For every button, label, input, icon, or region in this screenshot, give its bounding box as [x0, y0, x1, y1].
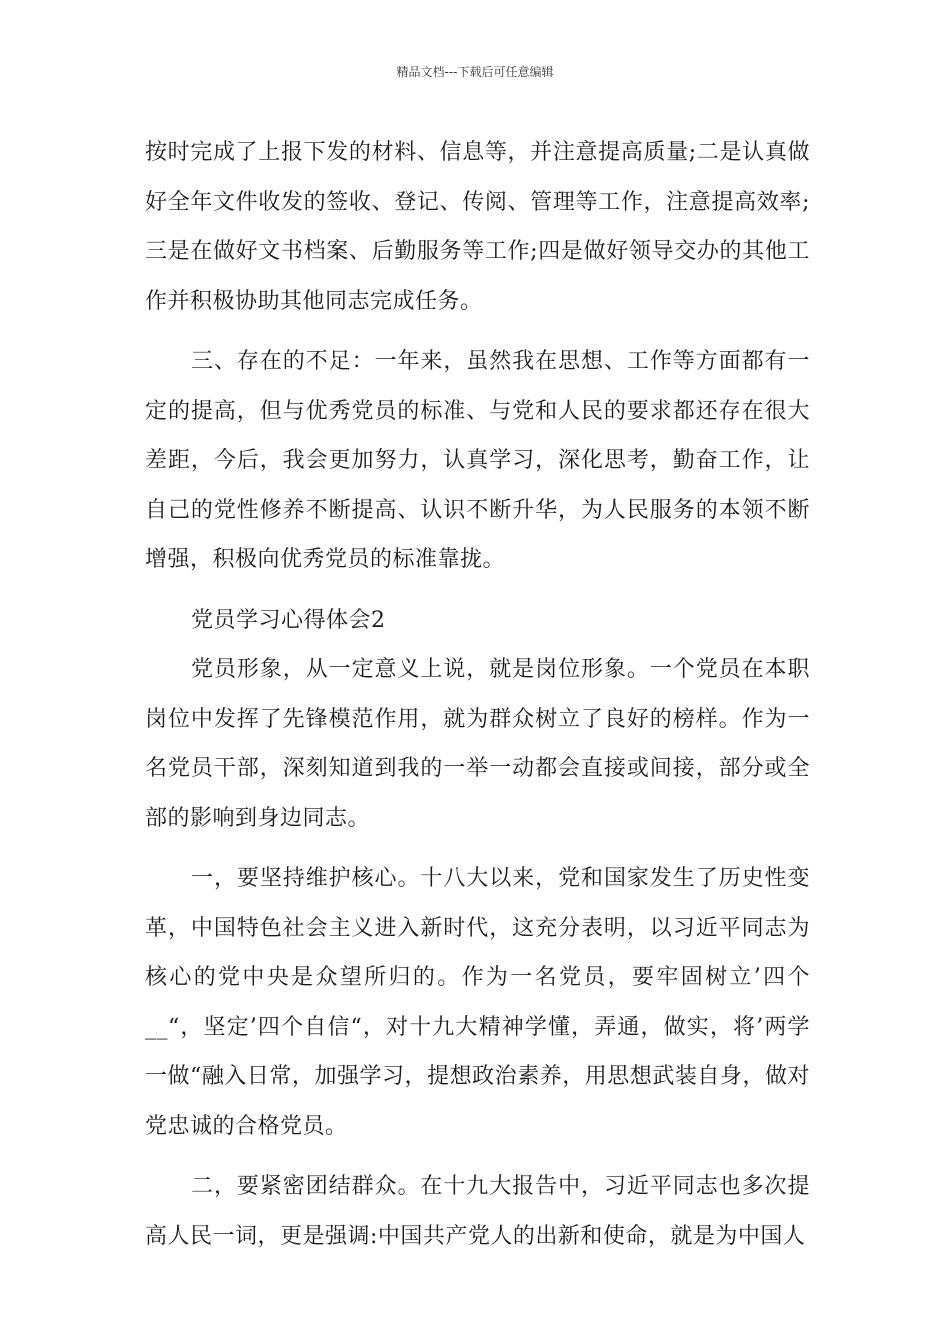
paragraph-work-summary: 按时完成了上报下发的材料、信息等，并注意提高质量;二是认真做好全年文件收发的签收、登记、传阅、管理等工作，注意提高效率;三是在做好文书档案、后勤服务等工作;四是做好领导交办的其他工作并积极协助其他同志完成任务。 [145, 140, 810, 314]
paragraph-party-image: 党员形象，从一定意义上说，就是岗位形象。一个党员在本职岗位中发挥了先锋模范作用，就为群众树立了良好的榜样。作为一名党员干部，深刻知道到我的一举一动都会直接或间接，部分或全部的影响到身边同志。 [145, 657, 810, 831]
paragraph-point-two: 二，要紧密团结群众。在十九大报告中，习近平同志也多次提高人民一词，更是强调:中国共产党人的出新和使命，就是为中国人 [145, 1174, 810, 1249]
paragraph-shortcomings: 三、存在的不足：一年来，虽然我在思想、工作等方面都有一定的提高，但与优秀党员的标准、与党和人民的要求都还存在很大差距，今后，我会更加努力，认真学习，深化思考，勤奋工作，让自己的党性修养不断提高、认识不断升华，为人民服务的本领不断增强，积极向优秀党员的标准靠拢。 [145, 349, 810, 572]
document-body [145, 128, 810, 1261]
paragraph-gap [145, 585, 810, 596]
page-header: 精品文档---下载后可任意编辑 [396, 65, 554, 79]
paragraph-gap [145, 326, 810, 337]
paragraph-gap [145, 1151, 810, 1162]
paragraph-point-one: 一，要坚持维护核心。十八大以来，党和国家发生了历史性变革，中国特色社会主义进入新时代，这充分表明，以习近平同志为核心的党中央是众望所归的。作为一名党员，要牢固树立’四个__“，坚定’四个自信“，对十九大精神学懂，弄通，做实，将’两学一做“融入日常，加强学习，提想政治素养，用思想武装自身，做对党忠诚的合格党员。 [145, 866, 810, 1139]
paragraph-gap [145, 843, 810, 854]
section-heading: 党员学习心得体会2 [191, 607, 386, 633]
